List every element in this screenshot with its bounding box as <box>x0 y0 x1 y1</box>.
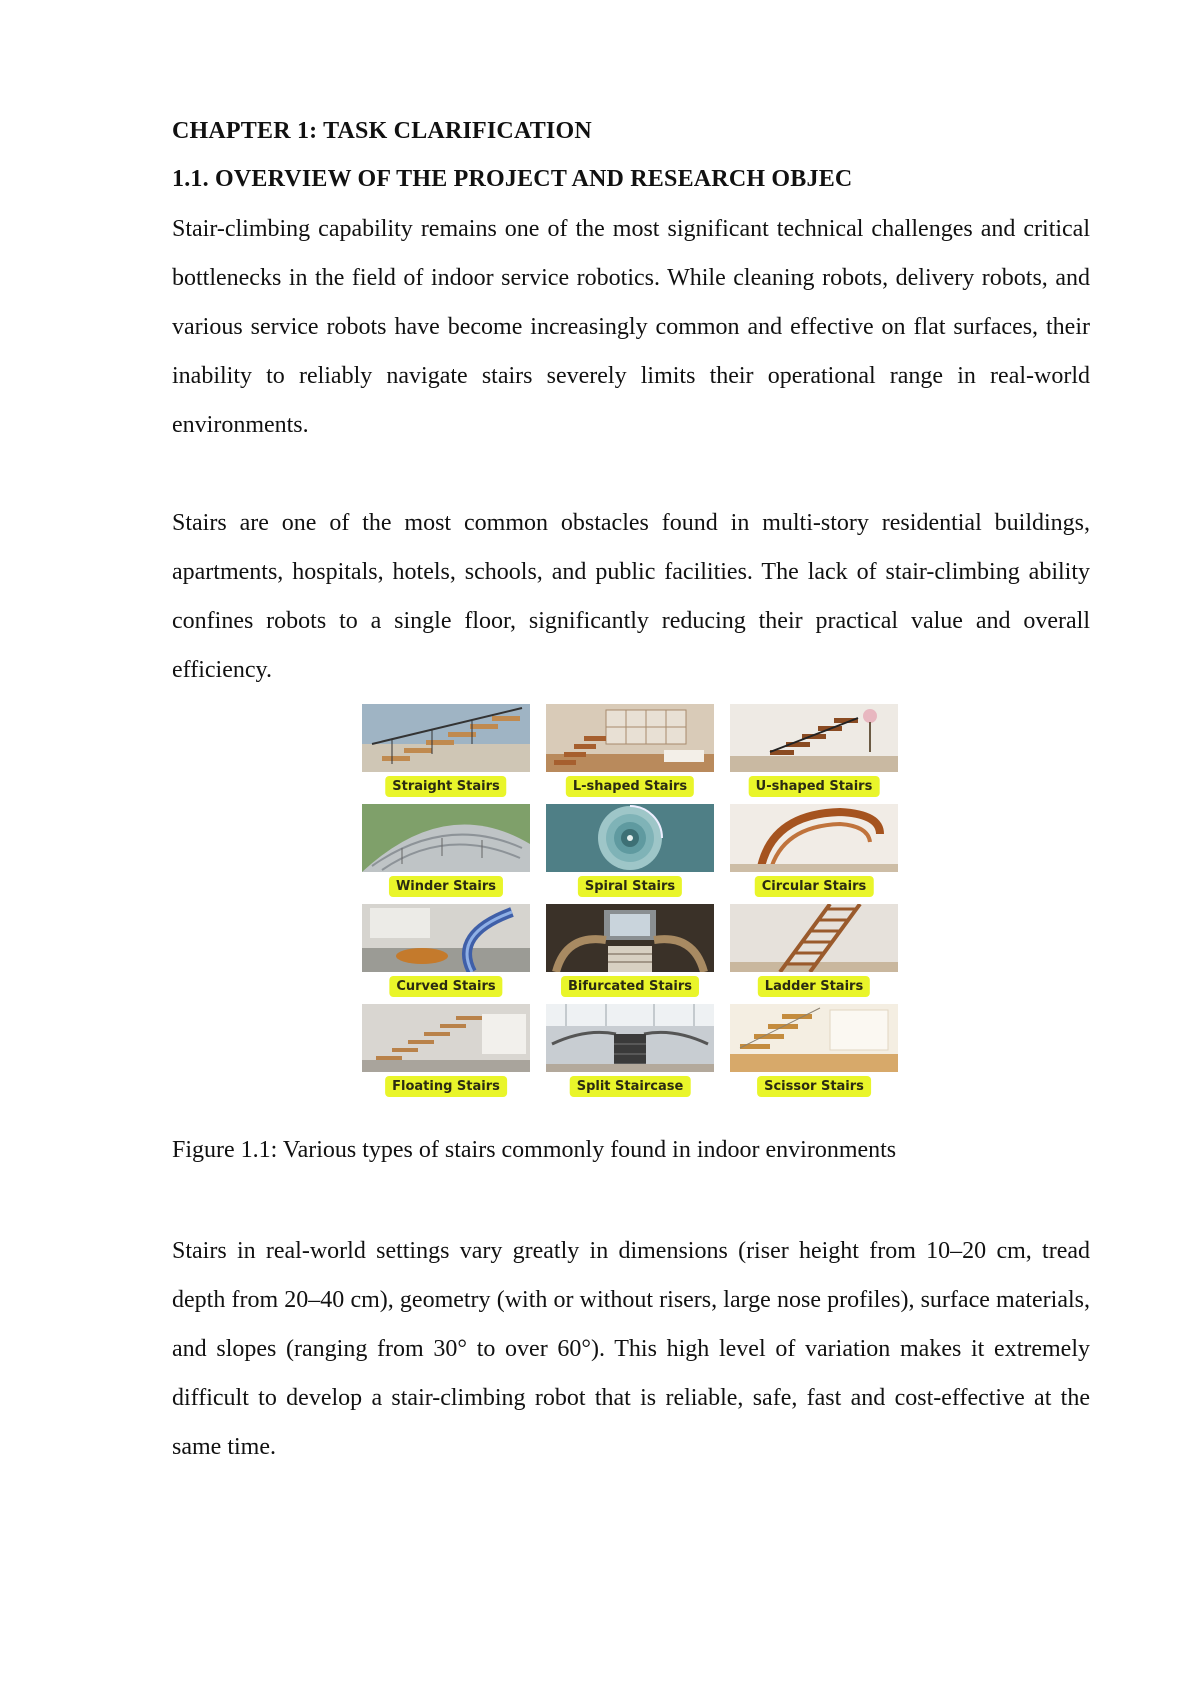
label-scissor-stairs: Scissor Stairs <box>757 1076 871 1097</box>
bifurcated-stairs-photo <box>546 904 714 972</box>
label-bifurcated-stairs: Bifurcated Stairs <box>561 976 699 997</box>
label-u-shaped-stairs: U-shaped Stairs <box>749 776 880 797</box>
figure-cell-ladder <box>730 904 898 1000</box>
winder-stairs-photo <box>362 804 530 872</box>
label-straight-stairs: Straight Stairs <box>385 776 506 797</box>
figure-cell-winder <box>362 804 530 900</box>
figure-cell-curved <box>362 904 530 1000</box>
u-shaped-stairs-photo <box>730 704 898 772</box>
stair-types-figure <box>362 704 904 1102</box>
paragraph-variation: Stairs in real-world settings vary greatly in dimensions (riser height from 10–20 cm, tread depth from 20–40 cm), geometry (with or without risers, large nose profiles), surface materials, and slopes (ranging from 30° to over 60°). This high level of variation makes it extremely difficult to develop a stair-climbing robot that is reliable, safe, fast and cost-effective at the same time. <box>172 1238 1090 1460</box>
figure-cell-circular <box>730 804 898 900</box>
figure-cell-l-shaped <box>546 704 714 800</box>
chapter-title: CHAPTER 1: TASK CLARIFICATION <box>172 118 592 144</box>
figure-cell-scissor <box>730 1004 898 1100</box>
ladder-stairs-photo <box>730 904 898 972</box>
split-staircase-photo <box>546 1004 714 1072</box>
scissor-stairs-photo <box>730 1004 898 1072</box>
figure-cell-straight <box>362 704 530 800</box>
label-winder-stairs: Winder Stairs <box>389 876 503 897</box>
figure-cell-split <box>546 1004 714 1100</box>
label-circular-stairs: Circular Stairs <box>755 876 874 897</box>
circular-stairs-photo <box>730 804 898 872</box>
figure-caption: Figure 1.1: Various types of stairs commonly found in indoor environments <box>172 1137 897 1163</box>
figure-cell-floating <box>362 1004 530 1100</box>
figure-cell-bifurcated <box>546 904 714 1000</box>
label-ladder-stairs: Ladder Stairs <box>758 976 870 997</box>
figure-cell-spiral <box>546 804 714 900</box>
l-shaped-stairs-photo <box>546 704 714 772</box>
paragraph-obstacles: Stairs are one of the most common obstacles found in multi-story residential buildings, apartments, hospitals, hotels, schools, and public facilities. The lack of stair-climbing ability confines robots to a single floor, significantly reducing their practical value and overall efficiency. <box>172 510 1090 683</box>
label-l-shaped-stairs: L-shaped Stairs <box>566 776 694 797</box>
figure-cell-u-shaped <box>730 704 898 800</box>
label-floating-stairs: Floating Stairs <box>385 1076 507 1097</box>
label-curved-stairs: Curved Stairs <box>389 976 502 997</box>
section-title: 1.1. OVERVIEW OF THE PROJECT AND RESEARCH OBJEC <box>172 166 853 192</box>
floating-stairs-photo <box>362 1004 530 1072</box>
spiral-stairs-photo <box>546 804 714 872</box>
straight-stairs-photo <box>362 704 530 772</box>
label-spiral-stairs: Spiral Stairs <box>578 876 682 897</box>
label-split-staircase: Split Staircase <box>570 1076 691 1097</box>
curved-stairs-photo <box>362 904 530 972</box>
paragraph-intro: Stair-climbing capability remains one of the most significant technical challenges and critical bottlenecks in the field of indoor service robotics. While cleaning robots, delivery robots, and various service robots have become increasingly common and effective on flat surfaces, their inability to reliably navigate stairs severely limits their operational range in real-world environments. <box>172 216 1090 438</box>
